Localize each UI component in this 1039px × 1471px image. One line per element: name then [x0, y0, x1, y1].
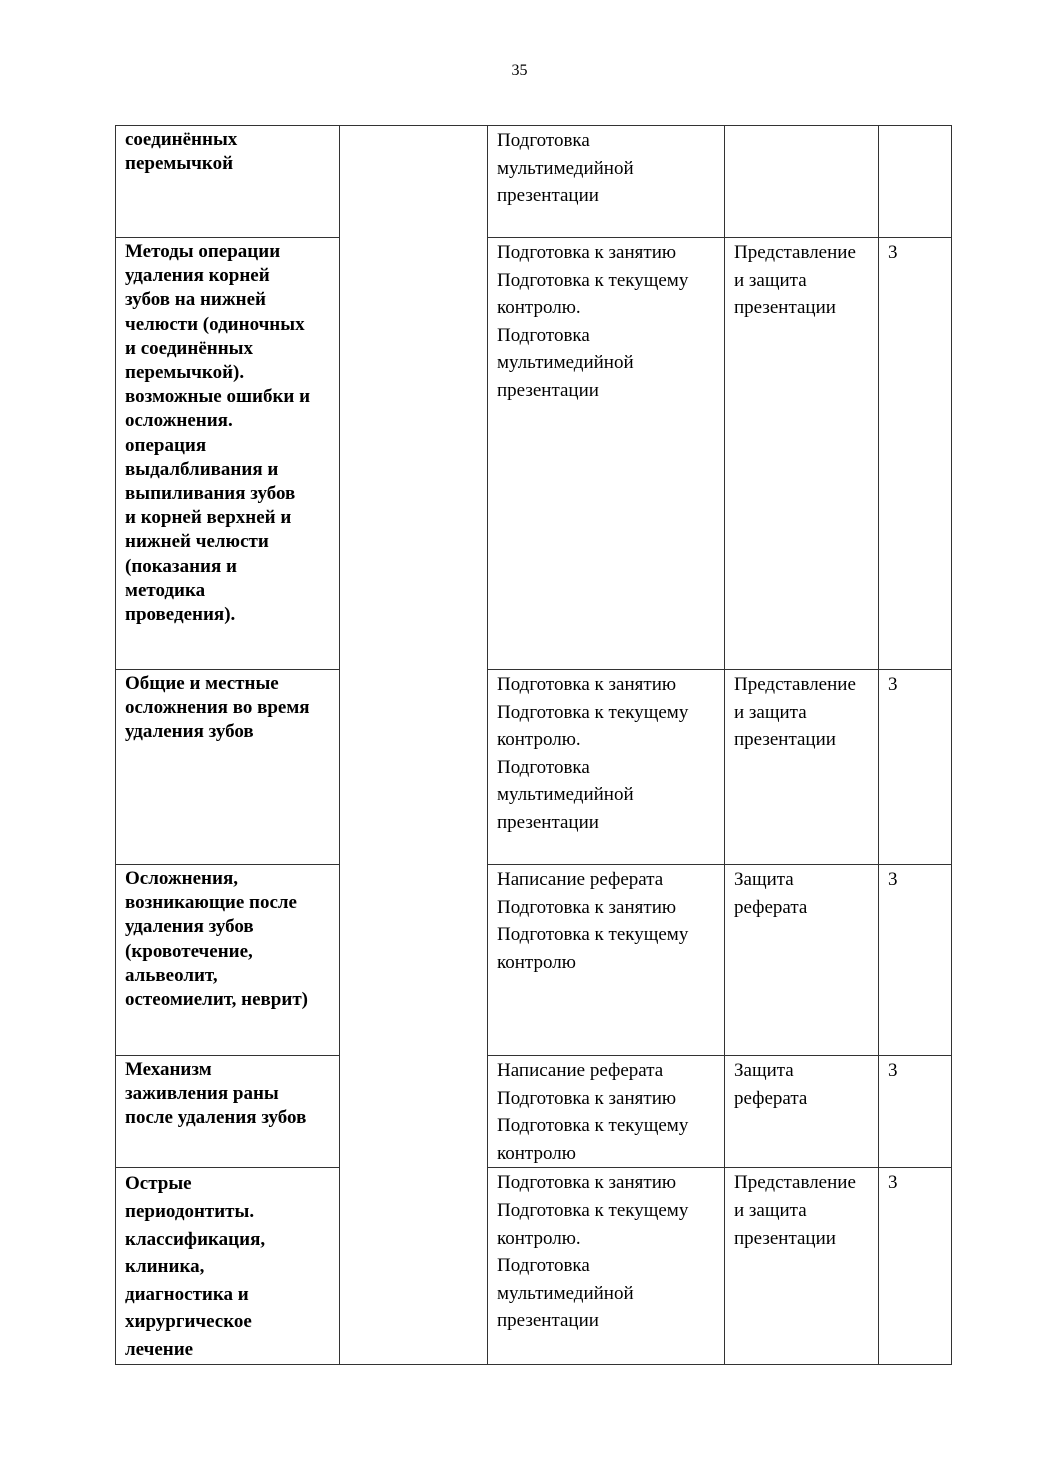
hours-cell [879, 126, 952, 238]
topic-cell: Осложнения, возникающие после удаления зубов (кровотечение, альвеолит, остеомиелит, неврит) [116, 865, 340, 1056]
empty-cell [340, 126, 488, 238]
activity-cell: Подготовка к занятию Подготовка к текущему контролю. Подготовка мультимедийной презентации [488, 670, 725, 865]
hours-cell: 3 [879, 865, 952, 1056]
control-cell: Представление и защита презентации [725, 1168, 879, 1364]
topic-cell: соединённых перемычкой [116, 126, 340, 238]
activity-cell: Написание реферата Подготовка к занятию Подготовка к текущему контролю [488, 1056, 725, 1168]
control-cell: Представление и защита презентации [725, 670, 879, 865]
empty-cell [340, 1168, 488, 1364]
topic-cell: Общие и местные осложнения во время удаления зубов [116, 670, 340, 865]
empty-cell [340, 238, 488, 670]
hours-cell: 3 [879, 238, 952, 670]
table-row [116, 670, 952, 865]
topic-cell: Методы операции удаления корней зубов на нижней челюсти (одиночных и соединённых перемычкой). возможные ошибки и осложнения. операция выдалбливания и выпиливания зубов и корней верхней и нижней челюсти (показания и методика проведения). [116, 238, 340, 670]
control-cell [725, 126, 879, 238]
hours-cell: 3 [879, 670, 952, 865]
empty-cell [340, 865, 488, 1056]
table-row [116, 865, 952, 1056]
table-row [116, 1056, 952, 1168]
table-row [116, 126, 952, 238]
hours-cell: 3 [879, 1168, 952, 1364]
topic-cell: Механизм заживления раны после удаления зубов [116, 1056, 340, 1168]
control-cell: Представление и защита презентации [725, 238, 879, 670]
control-cell: Защита реферата [725, 1056, 879, 1168]
activity-cell: Подготовка к занятию Подготовка к текущему контролю. Подготовка мультимедийной презентации [488, 1168, 725, 1364]
empty-cell [340, 670, 488, 865]
empty-cell [340, 1056, 488, 1168]
topic-cell: Острые периодонтиты. классификация, клиника, диагностика и хирургическое лечение [116, 1168, 340, 1364]
activity-cell: Подготовка к занятию Подготовка к текущему контролю. Подготовка мультимедийной презентации [488, 238, 725, 670]
activity-cell: Написание реферата Подготовка к занятию Подготовка к текущему контролю [488, 865, 725, 1056]
page-number: 35 [511, 62, 528, 79]
table-row [116, 1168, 952, 1364]
curriculum-table [115, 125, 952, 1365]
control-cell: Защита реферата [725, 865, 879, 1056]
hours-cell: 3 [879, 1056, 952, 1168]
activity-cell: Подготовка мультимедийной презентации [488, 126, 725, 238]
table-row [116, 238, 952, 670]
